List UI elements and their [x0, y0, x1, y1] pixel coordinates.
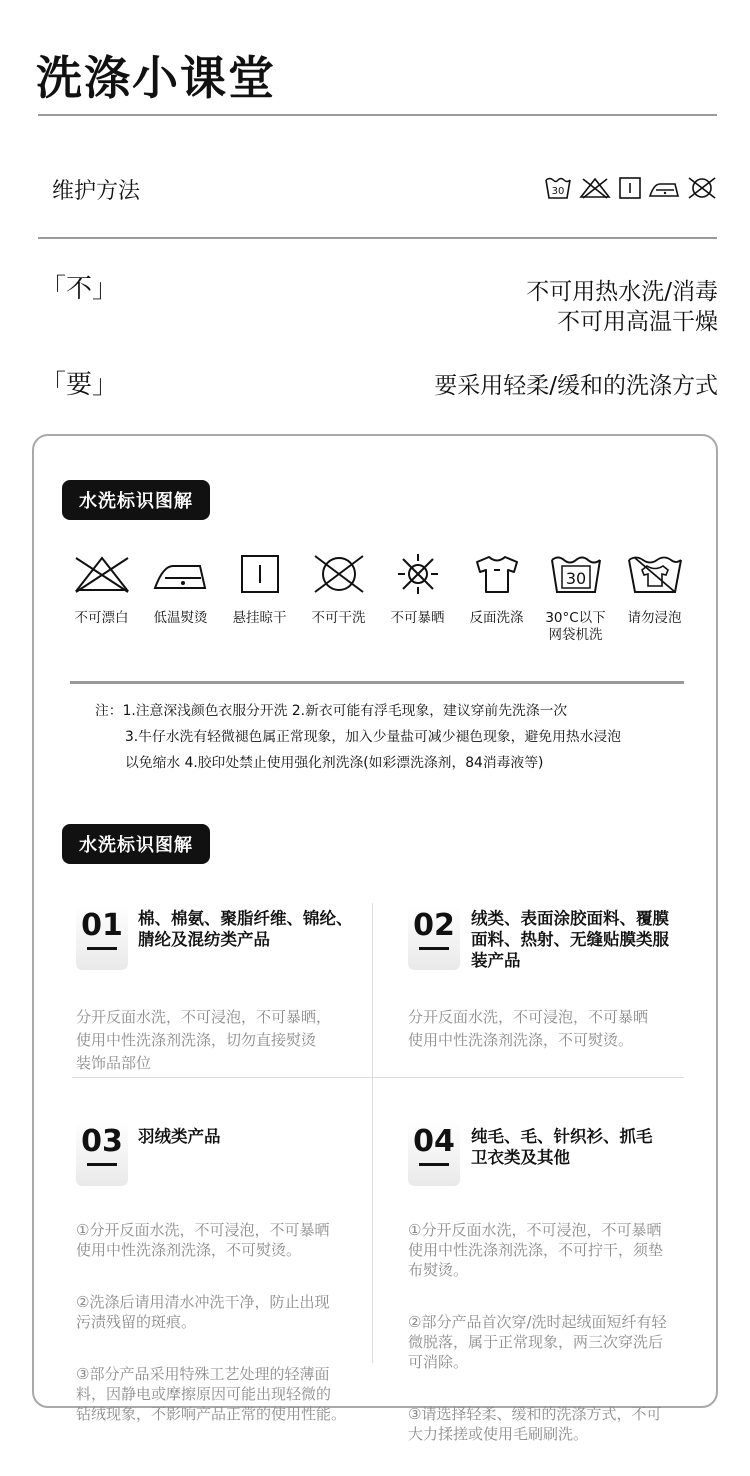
card-number-underline — [87, 947, 117, 950]
wash-30-icon — [544, 176, 572, 200]
card-body — [76, 1200, 346, 1456]
note-line-2: 3.牛仔水洗有轻微褪色属正常现象，加入少量盐可减少褪色现象，避免用热水浸泡 — [125, 729, 622, 745]
care-notes — [95, 698, 695, 776]
card-number-text: 03 — [81, 1124, 123, 1159]
card-paragraph: 分开反面水洗，不可浸泡，不可暴晒 使用中性洗涤剂洗涤，不可熨烫。 — [408, 1008, 649, 1049]
rule-no-line-2: 不可用高温干燥 — [557, 309, 718, 335]
symbol-caption: 不可漂白 — [74, 610, 129, 626]
card-paragraph: ③部分产品采用特殊工艺处理的轻薄面 料，因静电或摩擦原因可能出现轻微的 钻绒现象，不影响产品正常的使用性能。 — [76, 1365, 347, 1423]
card-paragraph: ②洗涤后请用清水冲洗干净，防止出现 污渍残留的斑痕。 — [76, 1293, 330, 1331]
card-number-02 — [408, 904, 460, 970]
card-paragraph: ②部分产品首次穿/洗时起绒面短纤有轻 微脱落，属于正常现象，两三次穿洗后 可消除。 — [408, 1313, 667, 1371]
card-title: 纯毛、毛、针织衫、抓毛 卫衣类及其他 — [471, 1127, 653, 1167]
card-paragraph: ③请选择轻柔、缓和的洗涤方式，不可 大力揉搓或使用毛刷刷洗。 — [408, 1405, 662, 1443]
card-body — [76, 983, 331, 1110]
symbol-wash-30 — [536, 552, 615, 644]
no-bleach-icon — [578, 176, 612, 200]
symbol-caption: 低温熨烫 — [153, 610, 208, 626]
no-soak-icon — [625, 552, 685, 596]
no-bleach-icon — [72, 552, 132, 596]
card-title: 绒类、表面涂胶面料、覆膜 面料、热射、无缝贴膜类服 装产品 — [471, 909, 669, 970]
symbol-hang-dry — [220, 552, 299, 644]
card-paragraph: ①分开反面水洗，不可浸泡，不可暴晒 使用中性洗涤剂洗涤，不可熨烫。 — [76, 1221, 330, 1259]
rule-no-line-1: 不可用热水洗/消毒 — [526, 279, 718, 305]
hang-dry-icon — [618, 176, 642, 200]
no-sun-icon — [388, 552, 448, 596]
symbol-caption: 不可干洗 — [311, 610, 366, 626]
svg-text:30: 30 — [551, 186, 565, 197]
rule-yes-text — [434, 371, 718, 401]
section-pill-symbols: 水洗标识图解 — [62, 480, 210, 520]
card-number-01 — [76, 904, 128, 970]
symbol-low-iron — [141, 552, 220, 644]
grid-vertical-bottom — [372, 1078, 373, 1363]
symbol-no-bleach — [62, 552, 141, 644]
card-body — [408, 983, 648, 1087]
card-title: 羽绒类产品 — [138, 1127, 221, 1146]
symbol-caption: 反面洗涤 — [469, 610, 524, 626]
title-divider — [38, 114, 717, 116]
symbol-no-sun — [378, 552, 457, 644]
card-number-text: 04 — [413, 1124, 455, 1159]
notes-divider — [70, 681, 684, 684]
card-paragraph: ①分开反面水洗，不可浸泡，不可暴晒 使用中性洗涤剂洗涤，不可拧干，须垫 布熨烫。 — [408, 1221, 664, 1279]
symbol-no-soak — [615, 552, 694, 644]
no-dry-clean-icon — [686, 176, 718, 200]
card-number-text: 01 — [81, 908, 123, 943]
card-paragraph: 分开反面水洗，不可浸泡，不可暴晒， 使用中性洗涤剂洗涤，切勿直接熨烫 装饰品部位 — [76, 1008, 332, 1072]
inside-out-icon — [467, 552, 527, 596]
symbol-no-dry-clean — [299, 552, 378, 644]
card-number-text: 02 — [413, 908, 455, 943]
rule-no-text — [526, 277, 718, 337]
card-number-underline — [419, 947, 449, 950]
care-icon-row — [544, 176, 718, 200]
rule-yes-line-1: 要采用轻柔/缓和的洗涤方式 — [434, 373, 718, 399]
card-body — [408, 1200, 667, 1476]
note-line-3: 以免缩水 4.胶印处禁止使用强化剂洗涤(如彩漂洗涤剂，84消毒液等) — [125, 755, 544, 771]
low-iron-icon — [648, 176, 680, 200]
symbol-caption: 请勿浸泡 — [627, 610, 682, 626]
low-iron-icon — [151, 552, 211, 596]
symbol-inside-out — [457, 552, 536, 644]
note-line-1: 注：1.注意深浅颜色衣服分开洗 2.新衣可能有浮毛现象，建议穿前先洗涤一次 — [95, 703, 568, 719]
symbol-legend-row — [62, 552, 698, 644]
symbol-caption: 30°C以下 网袋机洗 — [545, 610, 606, 643]
card-number-underline — [419, 1163, 449, 1166]
symbol-caption: 不可暴晒 — [390, 610, 445, 626]
care-method-label: 维护方法 — [52, 179, 141, 204]
wash-temp-text: 30 — [565, 569, 586, 588]
rule-bracket-no: 「不」 — [40, 274, 119, 304]
rule-bracket-yes: 「要」 — [40, 370, 119, 400]
care-divider — [38, 237, 717, 239]
symbol-caption: 悬挂晾干 — [232, 610, 287, 626]
card-title: 棉、棉氨、聚脂纤维、锦纶、 腈纶及混纺类产品 — [138, 909, 353, 949]
card-number-03 — [76, 1120, 128, 1186]
section-pill-categories: 水洗标识图解 — [62, 824, 210, 864]
grid-vertical-top — [372, 903, 373, 1077]
page-title: 洗涤小课堂 — [36, 51, 276, 105]
card-number-underline — [87, 1163, 117, 1166]
card-number-04 — [408, 1120, 460, 1186]
hang-dry-icon — [230, 552, 290, 596]
wash-30-icon — [546, 552, 606, 596]
no-dry-clean-icon — [309, 552, 369, 596]
